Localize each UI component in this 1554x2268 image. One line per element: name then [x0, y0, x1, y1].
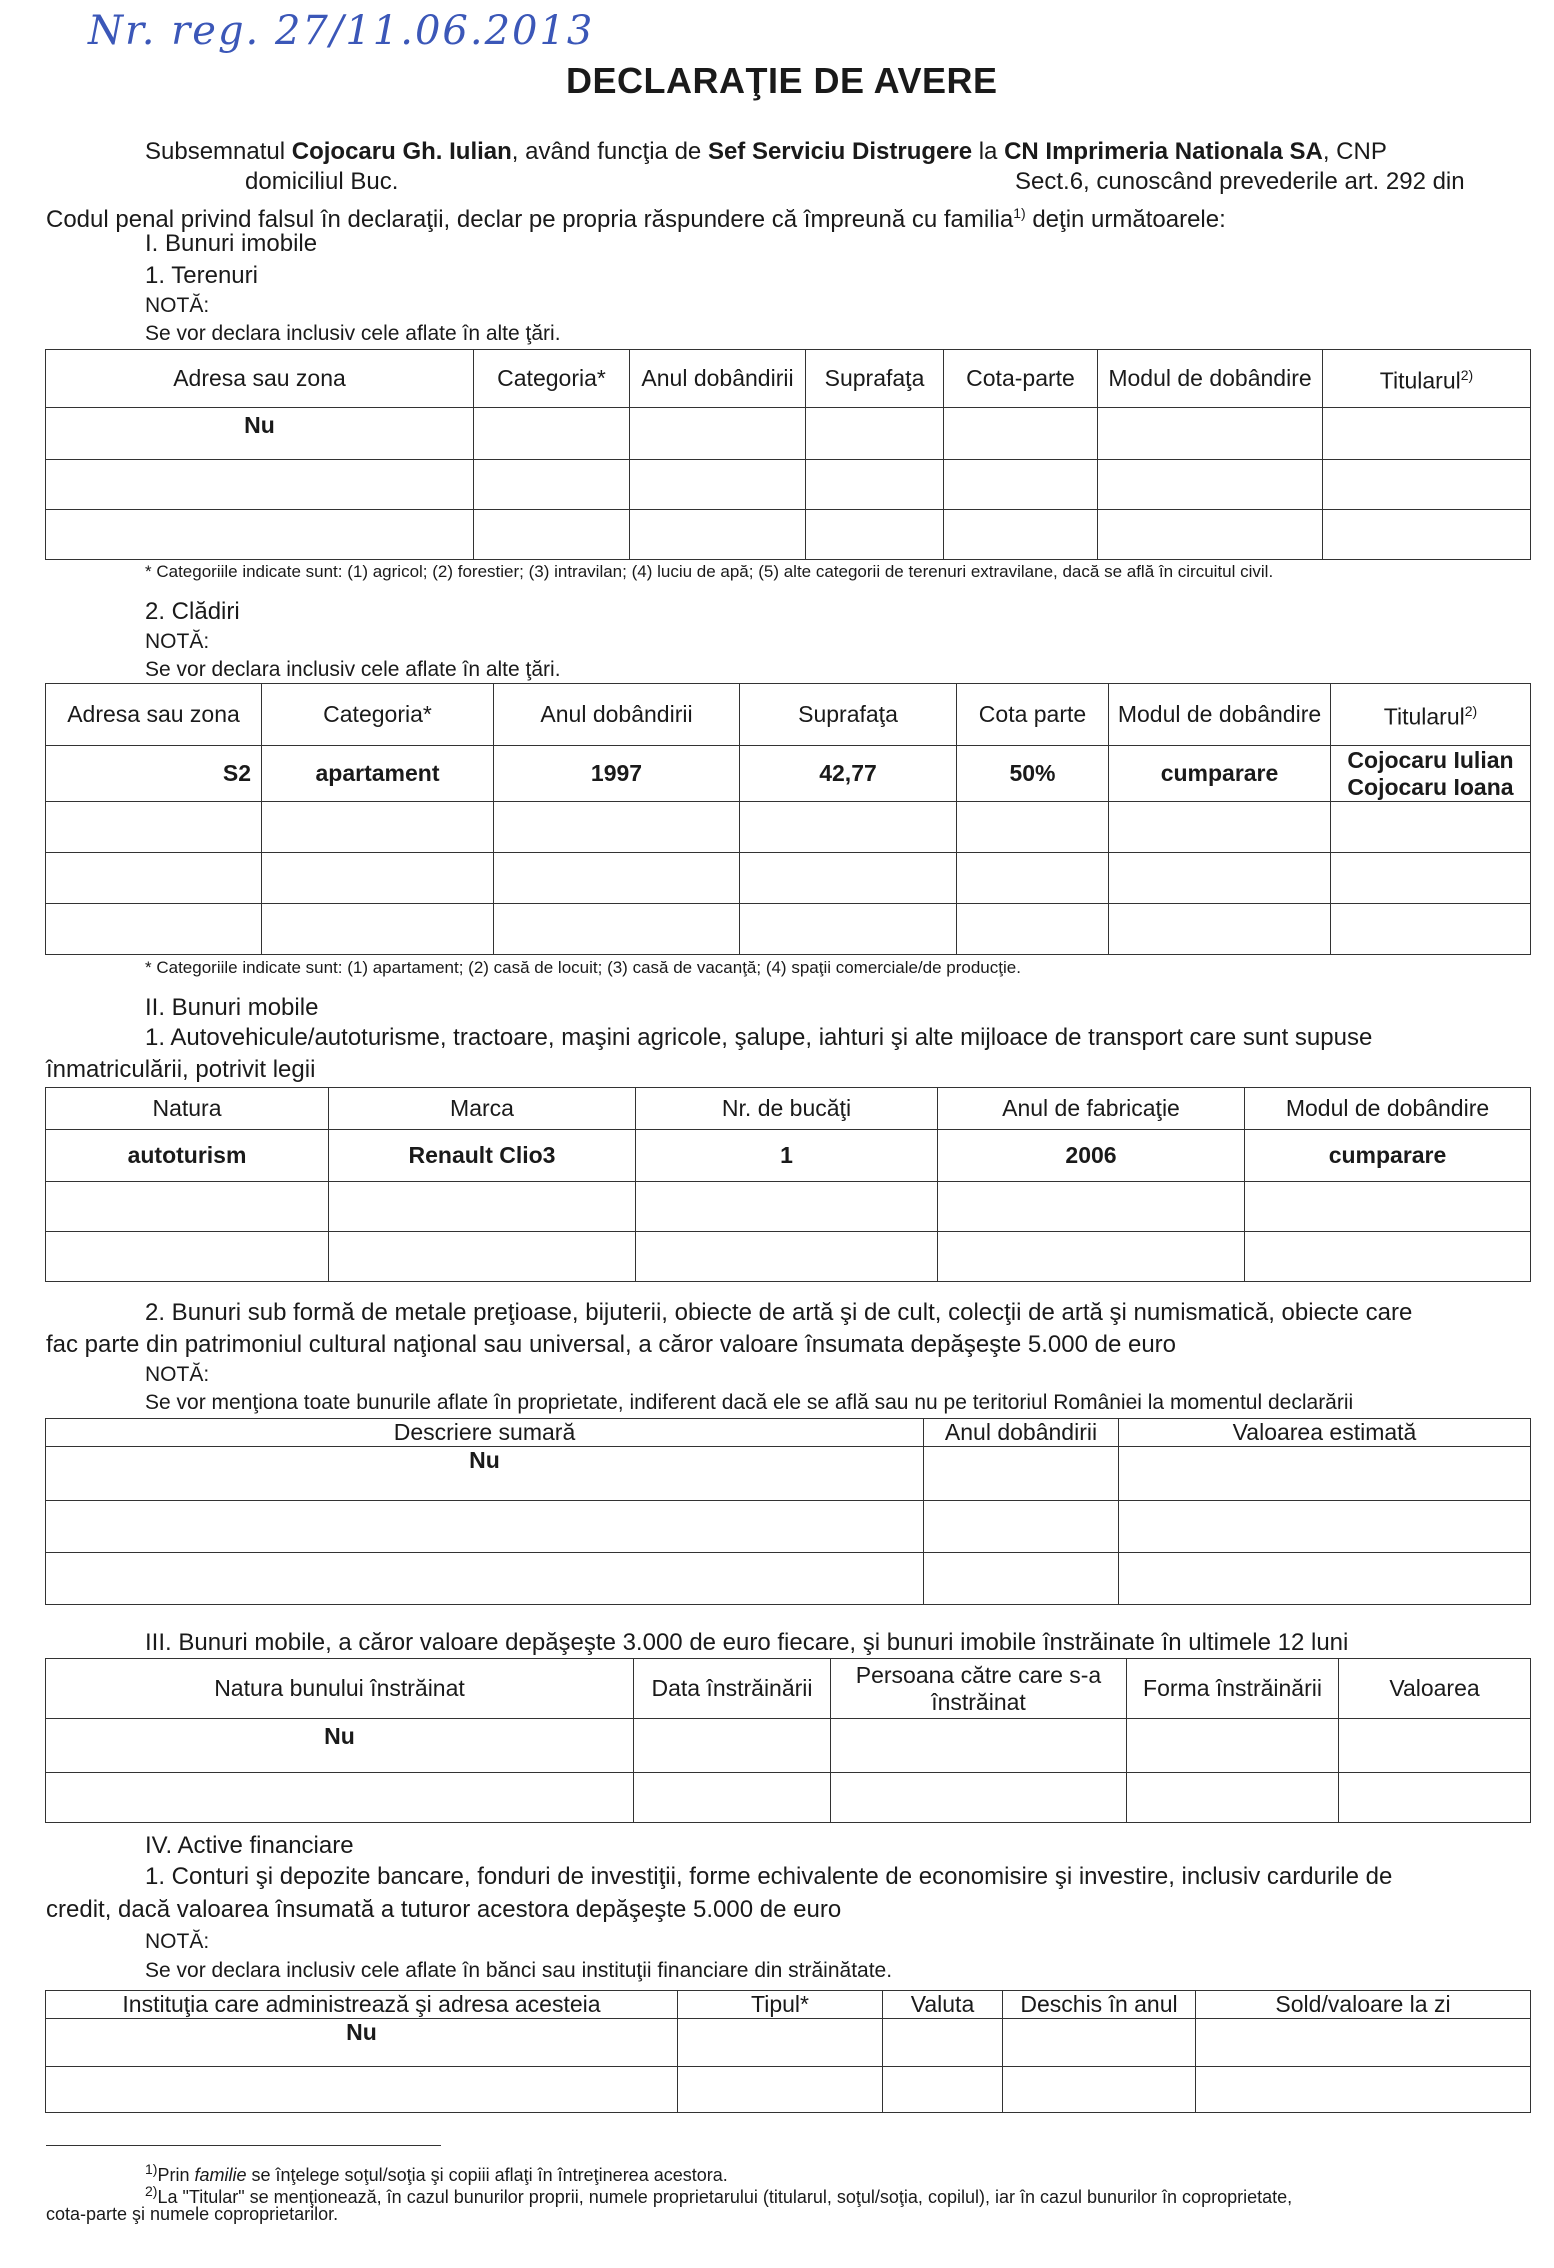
intro-text: deţin următoarele:	[1025, 206, 1226, 233]
col-header: Persoana către care s-a înstrăinat	[831, 1659, 1127, 1719]
footnote-marker: 2)	[145, 2183, 158, 2199]
col-header: Valoarea	[1339, 1659, 1531, 1719]
cell	[944, 408, 1098, 460]
intro-sector: Sect.6, cunoscând prevederile art. 292 din	[1015, 168, 1465, 195]
cell	[474, 510, 630, 560]
cell	[630, 460, 806, 510]
cell	[634, 1773, 831, 1823]
declarant-function: Sef Serviciu Distrugere	[707, 138, 973, 165]
cell	[46, 1501, 924, 1553]
cell	[494, 853, 740, 904]
cell	[262, 802, 494, 853]
table-row	[46, 1182, 1531, 1232]
land-table	[45, 349, 1531, 560]
cell	[806, 510, 944, 560]
section-3-title: III. Bunuri mobile, a căror valoare depăşeşte 3.000 de euro fiecare, şi bunuri imobile înstrăinate în ultimele 12 luni	[145, 1629, 1349, 1656]
cell	[1331, 802, 1531, 853]
cell	[1196, 2067, 1531, 2113]
col-header: Anul dobândirii	[494, 684, 740, 746]
cell	[634, 1719, 831, 1773]
valuables-description-1: 2. Bunuri sub formă de metale preţioase, bijuterii, obiecte de artă şi de cult, colecţii de artă şi numismatică, obiecte care	[145, 1299, 1413, 1326]
cell-mode: cumparare	[1109, 746, 1331, 802]
col-header: Anul dobândirii	[924, 1419, 1119, 1447]
cell	[924, 1553, 1119, 1605]
table-row	[46, 853, 1531, 904]
intro-text: Codul penal privind falsul în declaraţii, declar pe propria răspundere că împreună cu familia	[46, 206, 1014, 233]
cell	[1003, 2067, 1196, 2113]
cell	[831, 1773, 1127, 1823]
col-header: Instituţia care administrează şi adresa acesteia	[46, 1991, 678, 2019]
cell	[1323, 510, 1531, 560]
cell	[883, 2067, 1003, 2113]
col-header: Tipul*	[678, 1991, 883, 2019]
table-header-row	[46, 1991, 1531, 2019]
cell	[46, 1553, 924, 1605]
table-row	[46, 904, 1531, 955]
footnote-text: se înţelege soţul/soţia şi copiii aflaţi în întreţinerea acestora.	[246, 2165, 728, 2185]
table-header-row	[46, 684, 1531, 746]
table-header-row	[46, 350, 1531, 408]
building-categories-note: * Categoriile indicate sunt: (1) apartament; (2) casă de locuit; (3) casă de vacanţă; (4) spaţii comerciale/de producţie.	[145, 958, 1021, 977]
registration-number-handwritten: Nr. reg. 27/11.06.2013	[88, 8, 595, 54]
cell-address: S2	[46, 746, 262, 802]
col-header: Categoria*	[474, 350, 630, 408]
cell	[1109, 904, 1331, 955]
intro-text: , CNP	[1322, 138, 1387, 165]
footnote-text: La "Titular" se menţionează, în cazul bunurilor proprii, numele proprietarului (titularul, soţul/soţia, copilul), iar în cazul bunurilor în coproprietate,	[157, 2187, 1293, 2207]
table-row	[46, 1232, 1531, 1282]
nota-label: NOTĂ:	[145, 294, 210, 317]
cell	[46, 2067, 678, 2113]
table-row	[46, 1773, 1531, 1823]
footnote-ref: 1)	[1013, 205, 1026, 221]
col-header: Data înstrăinării	[634, 1659, 831, 1719]
vehicles-table	[45, 1087, 1531, 1282]
cell	[1098, 408, 1323, 460]
col-header: Forma înstrăinării	[1127, 1659, 1339, 1719]
footnote-emphasis: familie	[194, 2165, 247, 2185]
cell-mode: cumparare	[1245, 1130, 1531, 1182]
cell	[46, 1182, 329, 1232]
cell	[678, 2067, 883, 2113]
cell	[474, 408, 630, 460]
cell	[1331, 904, 1531, 955]
cell-area: 42,77	[740, 746, 957, 802]
cell-category: apartament	[262, 746, 494, 802]
footnote-text: Prin	[157, 2165, 195, 2185]
cell	[1323, 408, 1531, 460]
cell	[957, 802, 1109, 853]
table-header-row	[46, 1419, 1531, 1447]
table-header-row	[46, 1659, 1531, 1719]
nota-label: NOTĂ:	[145, 1930, 210, 1953]
declarant-employer: CN Imprimeria Nationala SA	[1004, 138, 1323, 165]
table-row	[46, 1130, 1531, 1182]
footnote-divider	[46, 2145, 441, 2146]
cell	[1119, 1501, 1531, 1553]
footnote-2-continued: cota-parte şi numele coproprietarilor.	[46, 2204, 339, 2224]
cell	[944, 460, 1098, 510]
cell-nature: autoturism	[46, 1130, 329, 1182]
cell	[46, 853, 262, 904]
cell	[262, 904, 494, 955]
cell	[494, 802, 740, 853]
intro-text: , având funcţia de	[511, 138, 708, 165]
col-header: Modul de dobândire	[1109, 684, 1331, 746]
footnote-ref: 2)	[1460, 367, 1474, 384]
cell	[262, 853, 494, 904]
cell	[46, 460, 474, 510]
col-header: Natura	[46, 1088, 329, 1130]
col-header-text: Titularul	[1379, 367, 1461, 394]
col-header: Cota-parte	[944, 350, 1098, 408]
cell	[1339, 1773, 1531, 1823]
cell	[1323, 460, 1531, 510]
owner-name: Cojocaru Iulian	[1347, 746, 1514, 773]
alienated-assets-table	[45, 1658, 1531, 1823]
accounts-description-1: 1. Conturi şi depozite bancare, fonduri de investiţii, forme echivalente de economisire şi investire, inclusiv cardurile de	[145, 1863, 1393, 1890]
intro-text: la	[972, 138, 1005, 165]
subsection-cladiri: 2. Clădiri	[145, 598, 240, 625]
cell	[1119, 1553, 1531, 1605]
vehicles-description-1: 1. Autovehicule/autoturisme, tractoare, maşini agricole, şalupe, iahturi şi alte mijloace de transport care sunt supuse	[145, 1024, 1373, 1051]
table-row	[46, 408, 1531, 460]
col-header: Categoria*	[262, 684, 494, 746]
section-1-title: I. Bunuri imobile	[145, 230, 318, 257]
cell	[1245, 1182, 1531, 1232]
col-header: Valoarea estimată	[1119, 1419, 1531, 1447]
cell	[1109, 853, 1331, 904]
col-header: Marca	[329, 1088, 636, 1130]
cell: Nu	[46, 408, 474, 460]
col-header: Natura bunului înstrăinat	[46, 1659, 634, 1719]
nota-text: Se vor declara inclusiv cele aflate în alte ţări.	[145, 658, 561, 681]
cell	[944, 510, 1098, 560]
col-header: Nr. de bucăţi	[636, 1088, 938, 1130]
col-header: Anul dobândirii	[630, 350, 806, 408]
cell	[883, 2019, 1003, 2067]
cell	[1127, 1719, 1339, 1773]
cell	[806, 408, 944, 460]
cell	[924, 1501, 1119, 1553]
section-4-title: IV. Active financiare	[145, 1832, 354, 1859]
cell	[1109, 802, 1331, 853]
nota-label: NOTĂ:	[145, 630, 210, 653]
table-header-row	[46, 1088, 1531, 1130]
cell	[474, 460, 630, 510]
nota-text: Se vor menţiona toate bunurile aflate în proprietate, indiferent dacă ele se află sau nu pe teritoriul României la momentul declarării	[145, 1391, 1354, 1414]
cell	[46, 510, 474, 560]
col-header: Anul de fabricaţie	[938, 1088, 1245, 1130]
cell	[740, 904, 957, 955]
cell	[938, 1232, 1245, 1282]
col-header: Adresa sau zona	[46, 350, 474, 408]
cell	[329, 1182, 636, 1232]
cell	[831, 1719, 1127, 1773]
cell	[924, 1447, 1119, 1501]
cell	[329, 1232, 636, 1282]
cell	[1098, 460, 1323, 510]
table-row	[46, 510, 1531, 560]
cell-owner	[1331, 746, 1531, 802]
owner-name: Cojocaru Ioana	[1347, 773, 1514, 800]
cell-count: 1	[636, 1130, 938, 1182]
cell	[494, 904, 740, 955]
col-header	[1331, 684, 1531, 746]
accounts-description-2: credit, dacă valoarea însumată a tuturor acestora depăşeşte 5.000 de euro	[46, 1896, 842, 1923]
cell-year: 1997	[494, 746, 740, 802]
cell	[1003, 2019, 1196, 2067]
cell	[46, 802, 262, 853]
table-row	[46, 1447, 1531, 1501]
footnote-marker: 1)	[145, 2161, 158, 2177]
col-header: Cota parte	[957, 684, 1109, 746]
buildings-table	[45, 683, 1531, 955]
cell	[1339, 1719, 1531, 1773]
cell	[1119, 1447, 1531, 1501]
footnote-ref: 2)	[1464, 703, 1478, 720]
cell	[678, 2019, 883, 2067]
col-header: Suprafaţa	[806, 350, 944, 408]
col-header: Descriere sumară	[46, 1419, 924, 1447]
cell	[46, 1773, 634, 1823]
intro-line-1	[145, 137, 1387, 167]
declarant-name: Cojocaru Gh. Iulian	[291, 138, 512, 165]
table-row	[46, 746, 1531, 802]
col-header	[1323, 350, 1531, 408]
col-header: Suprafaţa	[740, 684, 957, 746]
nota-text: Se vor declara inclusiv cele aflate în bănci sau instituţii financiare din străinătate.	[145, 1959, 893, 1982]
cell	[630, 408, 806, 460]
cell	[1098, 510, 1323, 560]
table-row	[46, 1501, 1531, 1553]
intro-text: Subsemnatul	[145, 138, 292, 165]
table-row	[46, 460, 1531, 510]
intro-domicile: domiciliul Buc.	[245, 168, 399, 195]
cell	[957, 904, 1109, 955]
cell	[636, 1232, 938, 1282]
cell	[1127, 1773, 1339, 1823]
cell	[957, 853, 1109, 904]
cell	[938, 1182, 1245, 1232]
cell: Nu	[46, 1447, 924, 1501]
cell	[740, 853, 957, 904]
col-header-text: Titularul	[1383, 703, 1465, 730]
col-header: Modul de dobândire	[1245, 1088, 1531, 1130]
valuables-table	[45, 1418, 1531, 1605]
subsection-terenuri: 1. Terenuri	[145, 262, 258, 289]
cell-year: 2006	[938, 1130, 1245, 1182]
cell	[1245, 1232, 1531, 1282]
nota-label: NOTĂ:	[145, 1363, 210, 1386]
cell	[1331, 853, 1531, 904]
col-header: Modul de dobândire	[1098, 350, 1323, 408]
vehicles-description-2: înmatriculării, potrivit legii	[46, 1056, 316, 1083]
land-categories-note: * Categoriile indicate sunt: (1) agricol; (2) forestier; (3) intravilan; (4) luciu de apă; (5) alte categorii de terenuri extravilane, dacă se află în circuitul civil.	[145, 562, 1274, 581]
table-row	[46, 802, 1531, 853]
cell	[1196, 2019, 1531, 2067]
document-title: DECLARAŢIE DE AVERE	[566, 60, 998, 101]
col-header: Sold/valoare la zi	[1196, 1991, 1531, 2019]
nota-text: Se vor declara inclusiv cele aflate în alte ţări.	[145, 322, 561, 345]
cell: Nu	[46, 1719, 634, 1773]
cell	[46, 904, 262, 955]
table-row	[46, 2067, 1531, 2113]
col-header: Valuta	[883, 1991, 1003, 2019]
cell	[630, 510, 806, 560]
table-row	[46, 2019, 1531, 2067]
col-header: Deschis în anul	[1003, 1991, 1196, 2019]
cell	[46, 1232, 329, 1282]
cell-brand: Renault Clio3	[329, 1130, 636, 1182]
section-2-title: II. Bunuri mobile	[145, 994, 319, 1021]
valuables-description-2: fac parte din patrimoniul cultural naţional sau universal, a căror valoare însumata depăşeşte 5.000 de euro	[46, 1331, 1177, 1358]
cell	[806, 460, 944, 510]
accounts-table	[45, 1990, 1531, 2113]
cell: Nu	[46, 2019, 678, 2067]
cell-share: 50%	[957, 746, 1109, 802]
cell	[740, 802, 957, 853]
cell	[636, 1182, 938, 1232]
table-row	[46, 1719, 1531, 1773]
table-row	[46, 1553, 1531, 1605]
col-header: Adresa sau zona	[46, 684, 262, 746]
